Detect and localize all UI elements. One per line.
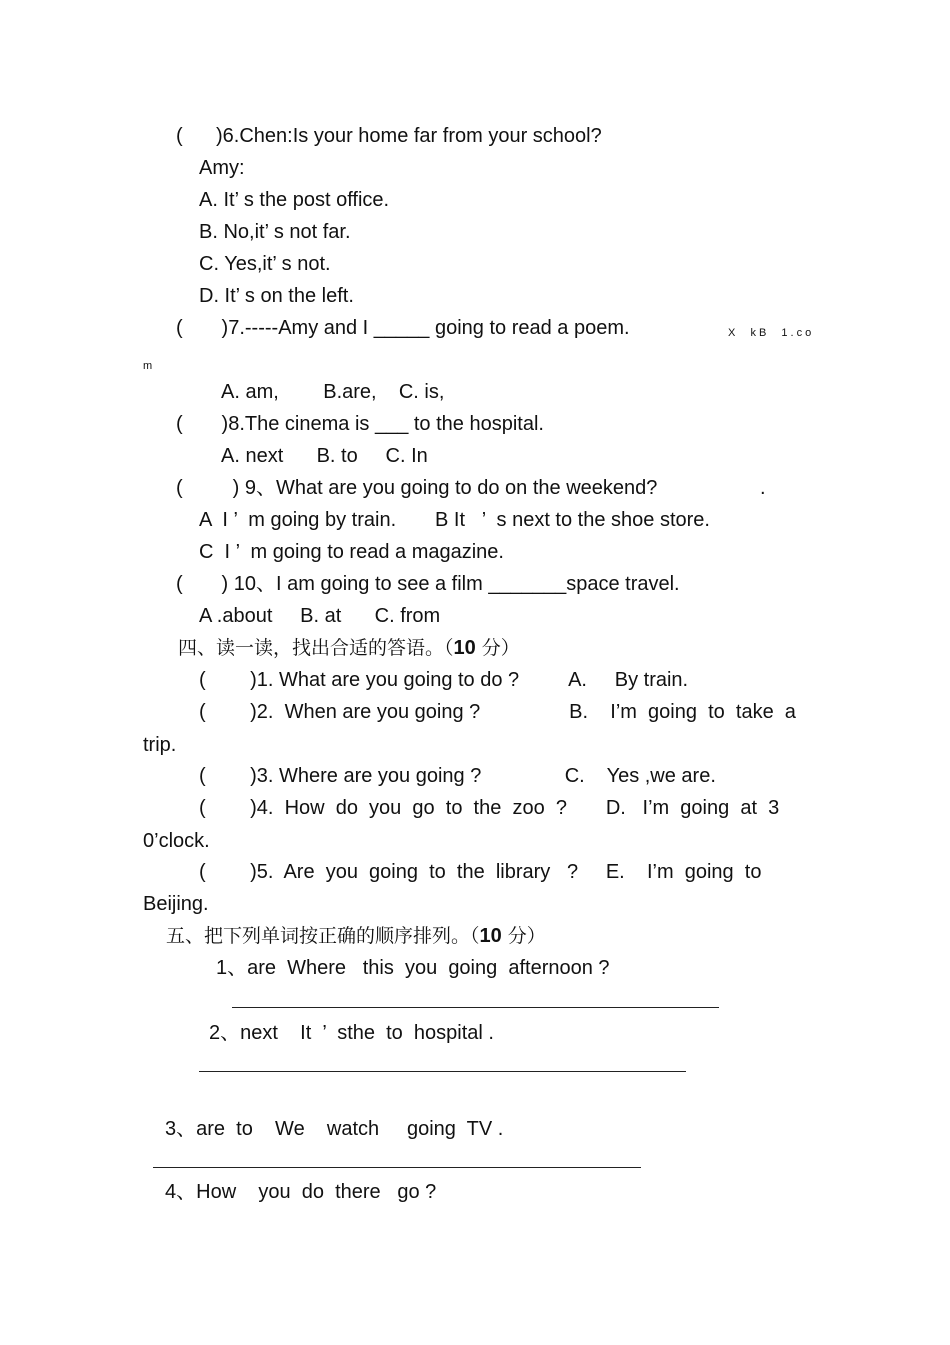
q6-option-c: C. Yes,it’ s not. <box>199 253 331 275</box>
q8-options: A. next B. to C. In <box>221 445 428 467</box>
q6-option-a: A. It’ s the post office. <box>199 189 390 211</box>
q7-stem: ( )7.-----Amy and I _____ going to read a poem. <box>176 317 630 339</box>
q7-options: A. am, B.are, C. is, <box>221 381 445 403</box>
q10-stem: ( ) 10、I am going to see a film _______space travel. <box>176 573 680 595</box>
watermark-tail: m <box>143 360 156 372</box>
match-row-4-cont: 0’clock. <box>143 830 210 852</box>
section5-title: 五、把下列单词按正确的顺序排列。（10 分） <box>166 925 546 947</box>
match-row-2-cont: trip. <box>143 734 177 756</box>
sentence-2: 2、next It ’ sthe to hospital . <box>209 1022 494 1044</box>
q10-options: A .about B. at C. from <box>199 605 441 627</box>
watermark: X kB 1.co <box>728 327 815 339</box>
q6-option-b: B. No,it’ s not far. <box>199 221 351 243</box>
q9-options-ab: A I ’ m going by train. B It ’ s next to the shoe store. <box>199 509 710 531</box>
sentence-1: 1、are Where this you going afternoon ? <box>216 957 610 979</box>
match-row-5-cont: Beijing. <box>143 893 209 915</box>
sentence-4: 4、How you do there go ? <box>165 1181 437 1203</box>
q6-stem: ( )6.Chen:Is your home far from your school? <box>176 125 602 147</box>
q6-option-d: D. It’ s on the left. <box>199 285 354 307</box>
match-row-3: ( )3. Where are you going ? C. Yes ,we are. <box>199 765 716 787</box>
answer-line-3 <box>153 1167 641 1168</box>
q9-stem: ( ) 9、What are you going to do on the weekend? <box>176 477 658 499</box>
q9-dot: . <box>760 477 766 499</box>
q6-speaker: Amy: <box>199 157 245 179</box>
q9-option-c: C I ’ m going to read a magazine. <box>199 541 504 563</box>
match-row-4: ( )4. How do you go to the zoo ? D. I’m going at 3 <box>199 797 780 819</box>
answer-line-1 <box>232 1007 719 1008</box>
section4-title: 四、读一读，找出合适的答语。（10 分） <box>178 637 520 659</box>
match-row-1: ( )1. What are you going to do ? A. By train. <box>199 669 689 691</box>
q8-stem: ( )8.The cinema is ___ to the hospital. <box>176 413 544 435</box>
match-row-2: ( )2. When are you going ? B. I’m going to take a <box>199 701 796 723</box>
answer-line-2 <box>199 1071 686 1072</box>
sentence-3: 3、are to We watch going TV . <box>165 1118 504 1140</box>
match-row-5: ( )5. Are you going to the library ? E. I’m going to <box>199 861 762 883</box>
